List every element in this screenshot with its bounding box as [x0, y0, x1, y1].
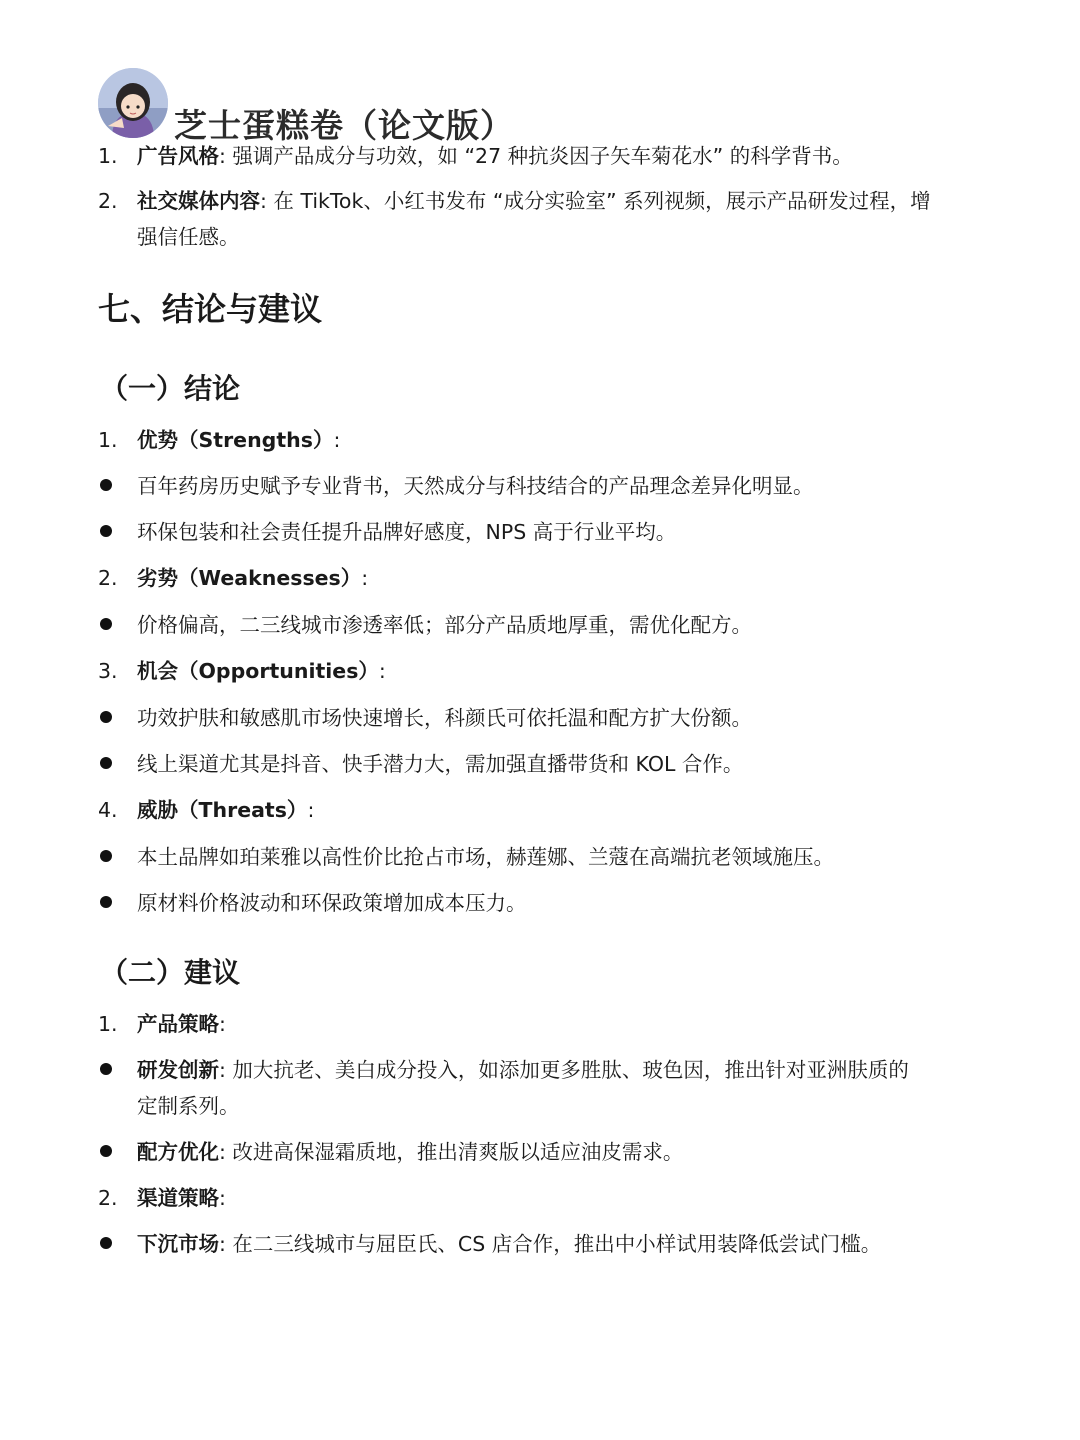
bullet-text: 环保包装和社会责任提升品牌好感度，NPS 高于行业平均。: [137, 520, 677, 544]
bullet-icon: [100, 896, 112, 908]
list-number: 4.: [98, 798, 118, 822]
list-item: [98, 183, 977, 219]
item-label: 社交媒体内容: [137, 189, 260, 213]
numbered-item: [98, 1180, 226, 1216]
bullet-text: 原材料价格波动和环保政策增加成本压力。: [137, 891, 527, 915]
item-label: 优势（Strengths）: [137, 428, 334, 452]
numbered-item: [98, 653, 386, 689]
item-text-continued: 强信任感。: [137, 225, 240, 249]
list-number: 3.: [98, 659, 118, 683]
item-suffix: :: [378, 659, 386, 683]
item-label: 产品策略: [137, 1012, 219, 1036]
numbered-item: [98, 560, 368, 596]
item-label: 渠道策略: [137, 1186, 219, 1210]
bullet-text: 百年药房历史赋予专业背书，天然成分与科技结合的产品理念差异化明显。: [137, 474, 814, 498]
bullet-text: 功效护肤和敏感肌市场快速增长，科颜氏可依托温和配方扩大份额。: [137, 706, 752, 730]
bullet-icon: [100, 757, 112, 769]
bullet-text: : 改进高保湿霜质地，推出清爽版以适应油皮需求。: [219, 1140, 684, 1164]
bullet-icon: [100, 479, 112, 491]
bullet-item: [98, 1226, 881, 1262]
item-suffix: :: [361, 566, 369, 590]
subsection-heading-suggestions: （二）建议: [100, 956, 241, 989]
bullet-item: [98, 700, 752, 736]
item-suffix: :: [219, 1012, 226, 1036]
item-suffix: :: [219, 1186, 226, 1210]
item-suffix: :: [333, 428, 341, 452]
numbered-item: [98, 792, 314, 828]
subsection-heading-conclusion: （一）结论: [100, 372, 241, 405]
bullet-icon: [100, 1063, 112, 1075]
list-number: 2.: [98, 566, 118, 590]
list-number: 2.: [98, 1186, 118, 1210]
bullet-item: [98, 885, 527, 921]
bullet-icon: [100, 850, 112, 862]
bullet-text: 线上渠道尤其是抖音、快手潜力大，需加强直播带货和 KOL 合作。: [137, 752, 744, 776]
item-suffix: :: [307, 798, 315, 822]
bullet-text: : 在二三线城市与屈臣氏、CS 店合作，推出中小样试用装降低尝试门槛。: [219, 1232, 882, 1256]
list-number: 2.: [98, 189, 118, 213]
bullet-icon: [100, 1237, 112, 1249]
bullet-icon: [100, 1145, 112, 1157]
avatar-icon: [98, 68, 168, 138]
list-number: 1.: [98, 144, 118, 168]
section-heading: 七、结论与建议: [98, 290, 323, 328]
item-label: 广告风格: [137, 144, 219, 168]
list-number: 1.: [98, 428, 118, 452]
list-number: 1.: [98, 1012, 118, 1036]
bullet-icon: [100, 618, 112, 630]
bullet-label: 研发创新: [137, 1058, 219, 1082]
bullet-item: [98, 1052, 909, 1088]
bullet-icon: [100, 711, 112, 723]
item-label: 劣势（Weaknesses）: [137, 566, 362, 590]
bullet-text: 本土品牌如珀莱雅以高性价比抢占市场，赫莲娜、兰蔻在高端抗老领域施压。: [137, 845, 834, 869]
bullet-item: [98, 514, 676, 550]
item-label: 威胁（Threats）: [137, 798, 308, 822]
bullet-label: 配方优化: [137, 1140, 219, 1164]
bullet-item: [98, 468, 814, 504]
bullet-item: [98, 839, 834, 875]
bullet-label: 下沉市场: [137, 1232, 219, 1256]
numbered-item: [98, 1006, 226, 1042]
brand-title: 芝士蛋糕卷（论文版）: [174, 106, 514, 145]
bullet-text-continued: 定制系列。: [137, 1094, 240, 1118]
item-text: : 在 TikTok、小红书发布 “成分实验室” 系列视频，展示产品研发过程，增: [260, 189, 931, 213]
numbered-item: [98, 422, 340, 458]
bullet-icon: [100, 525, 112, 537]
bullet-text: 价格偏高，二三线城市渗透率低；部分产品质地厚重，需优化配方。: [137, 613, 752, 637]
item-label: 机会（Opportunities）: [137, 659, 379, 683]
list-item: [98, 138, 977, 174]
bullet-item: [98, 607, 752, 643]
bullet-item: [98, 746, 743, 782]
bullet-item: [98, 1134, 683, 1170]
item-text: : 强调产品成分与功效，如 “27 种抗炎因子矢车菊花水” 的科学背书。: [219, 144, 853, 168]
bullet-text: : 加大抗老、美白成分投入，如添加更多胜肽、玻色因，推出针对亚洲肤质的: [219, 1058, 909, 1082]
